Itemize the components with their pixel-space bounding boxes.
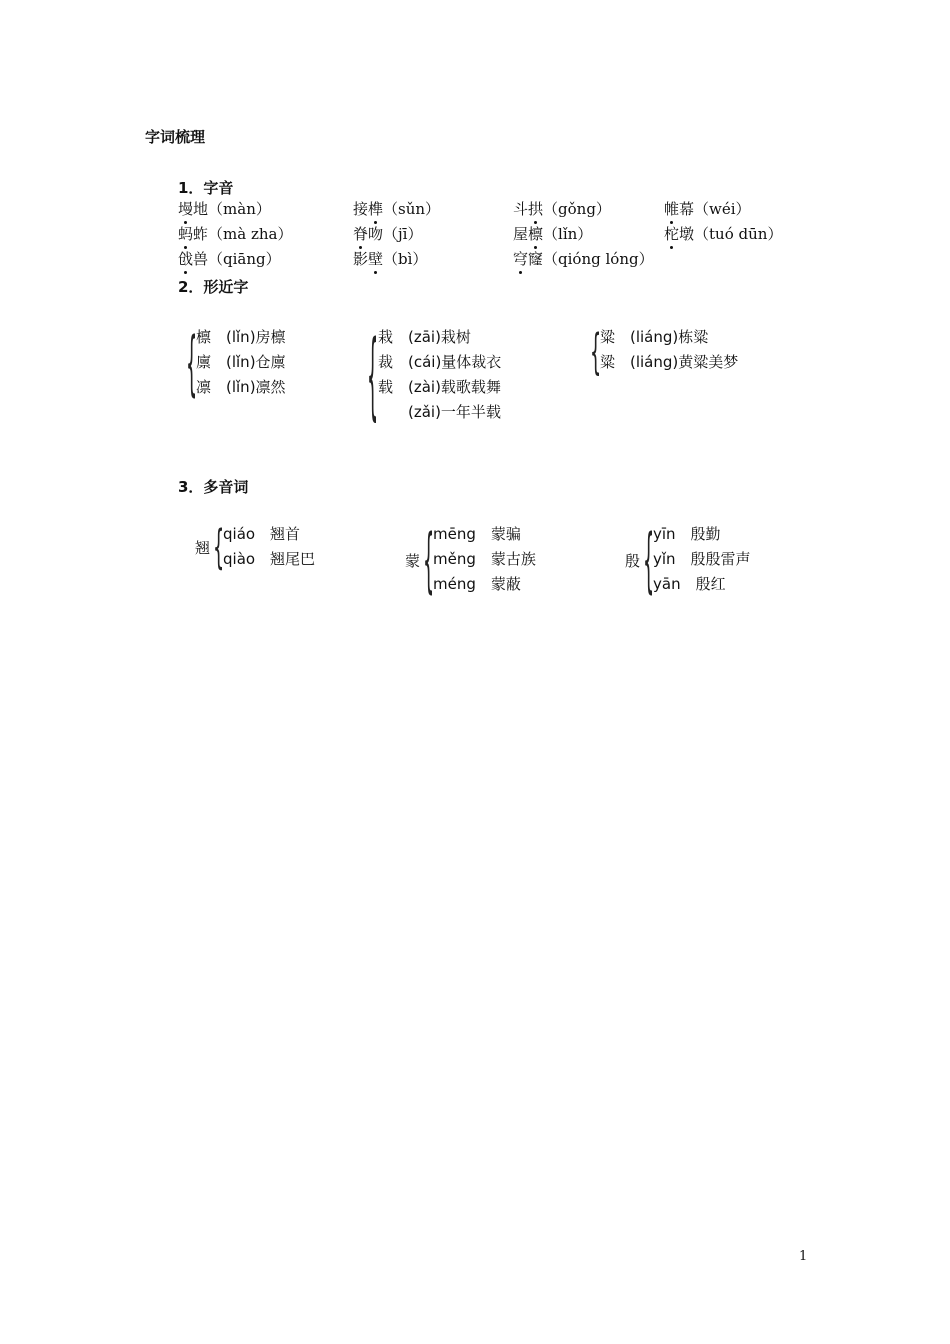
dotted-char: 墁 (178, 200, 194, 218)
dotted-char: 蚂 (178, 225, 194, 243)
word-char: 斗 (513, 200, 529, 218)
pronunciation-item (664, 200, 751, 218)
pinyin: （sǔn） (383, 200, 441, 218)
reading-item: méng 蒙蔽 (433, 575, 521, 593)
dotted-char: 檩 (528, 225, 544, 243)
section-3-heading: 3．多音词 (178, 478, 249, 496)
pinyin: （bì） (383, 250, 428, 268)
similar-item: 廪 (lǐn)仓廪 (196, 353, 286, 371)
similar-group-1 (196, 325, 286, 400)
polyphone-char: 殷 (625, 552, 641, 570)
pinyin: （tuó dūn） (694, 225, 783, 243)
pronunciation-item (513, 200, 611, 218)
word-char: 幕 (679, 200, 695, 218)
reading-item: yān 殷红 (653, 575, 726, 593)
group-brace: { (643, 523, 655, 603)
dotted-char: 帷 (664, 200, 680, 218)
word-char: 窿 (528, 250, 544, 268)
reading-item: měng 蒙古族 (433, 550, 536, 568)
group-brace: { (186, 326, 198, 406)
dotted-char: 壁 (368, 250, 384, 268)
reading-item: qiáo 翘首 (223, 525, 301, 543)
similar-item: 凛 (lǐn)凛然 (196, 378, 286, 396)
similar-item: 粱 (liáng)栋粱 (600, 328, 709, 346)
dotted-char: 柁 (664, 225, 680, 243)
pronunciation-item (513, 250, 654, 268)
reading-item: yīn 殷勤 (653, 525, 721, 543)
section-1-heading: 1．字音 (178, 179, 234, 197)
dotted-char: 戗 (178, 250, 194, 268)
word-char: 兽 (193, 250, 209, 268)
word-char: 影 (353, 250, 369, 268)
polyphone-char: 蒙 (405, 552, 421, 570)
pinyin: （lǐn） (543, 225, 593, 243)
dotted-char: 拱 (528, 200, 544, 218)
pinyin: （jī） (383, 225, 423, 243)
pronunciation-item (353, 250, 427, 268)
group-brace: { (590, 326, 602, 381)
similar-group-2 (378, 325, 501, 425)
pinyin: （mà zha） (208, 225, 293, 243)
word-char: 接 (353, 200, 369, 218)
reading-item: qiào 翘尾巴 (223, 550, 316, 568)
polyphone-group-1 (223, 522, 315, 572)
word-char: 蚱 (193, 225, 209, 243)
group-brace: { (423, 523, 435, 603)
pronunciation-item (178, 250, 281, 268)
page-title: 字词梳理 (145, 128, 206, 146)
similar-item: 粱 (liáng)黄粱美梦 (600, 353, 739, 371)
dotted-char: 脊 (353, 225, 369, 243)
similar-item: 裁 (cái)量体裁衣 (378, 353, 502, 371)
pinyin: （qióng lóng） (543, 250, 654, 268)
word-char: 屋 (513, 225, 529, 243)
word-char: 地 (193, 200, 209, 218)
similar-item: (zǎi)一年半载 (378, 403, 501, 421)
group-brace: { (367, 326, 379, 434)
similar-group-3 (600, 325, 738, 375)
pinyin: （wéi） (694, 200, 751, 218)
polyphone-char: 翘 (195, 539, 211, 557)
similar-item: 檩 (lǐn)房檩 (196, 328, 286, 346)
dotted-char: 榫 (368, 200, 384, 218)
pronunciation-item (513, 225, 592, 243)
reading-item: mēng 蒙骗 (433, 525, 521, 543)
polyphone-group-3 (653, 522, 751, 597)
word-char: 吻 (368, 225, 384, 243)
page-number: 1 (799, 1249, 808, 1264)
pronunciation-item (178, 225, 292, 243)
dotted-char: 穹 (513, 250, 529, 268)
pinyin: （qiāng） (208, 250, 281, 268)
similar-item: 栽 (zāi)栽树 (378, 328, 471, 346)
reading-item: yǐn 殷殷雷声 (653, 550, 751, 568)
pronunciation-item (353, 225, 422, 243)
word-char: 墩 (679, 225, 695, 243)
pinyin: （màn） (208, 200, 271, 218)
polyphone-group-2 (433, 522, 536, 597)
section-2-heading: 2．形近字 (178, 278, 249, 296)
pronunciation-item (664, 225, 782, 243)
similar-item: 载 (zài)载歌载舞 (378, 378, 501, 396)
pronunciation-item (178, 200, 271, 218)
pronunciation-item (353, 200, 440, 218)
pinyin: （gǒng） (543, 200, 611, 218)
group-brace: { (213, 523, 225, 576)
